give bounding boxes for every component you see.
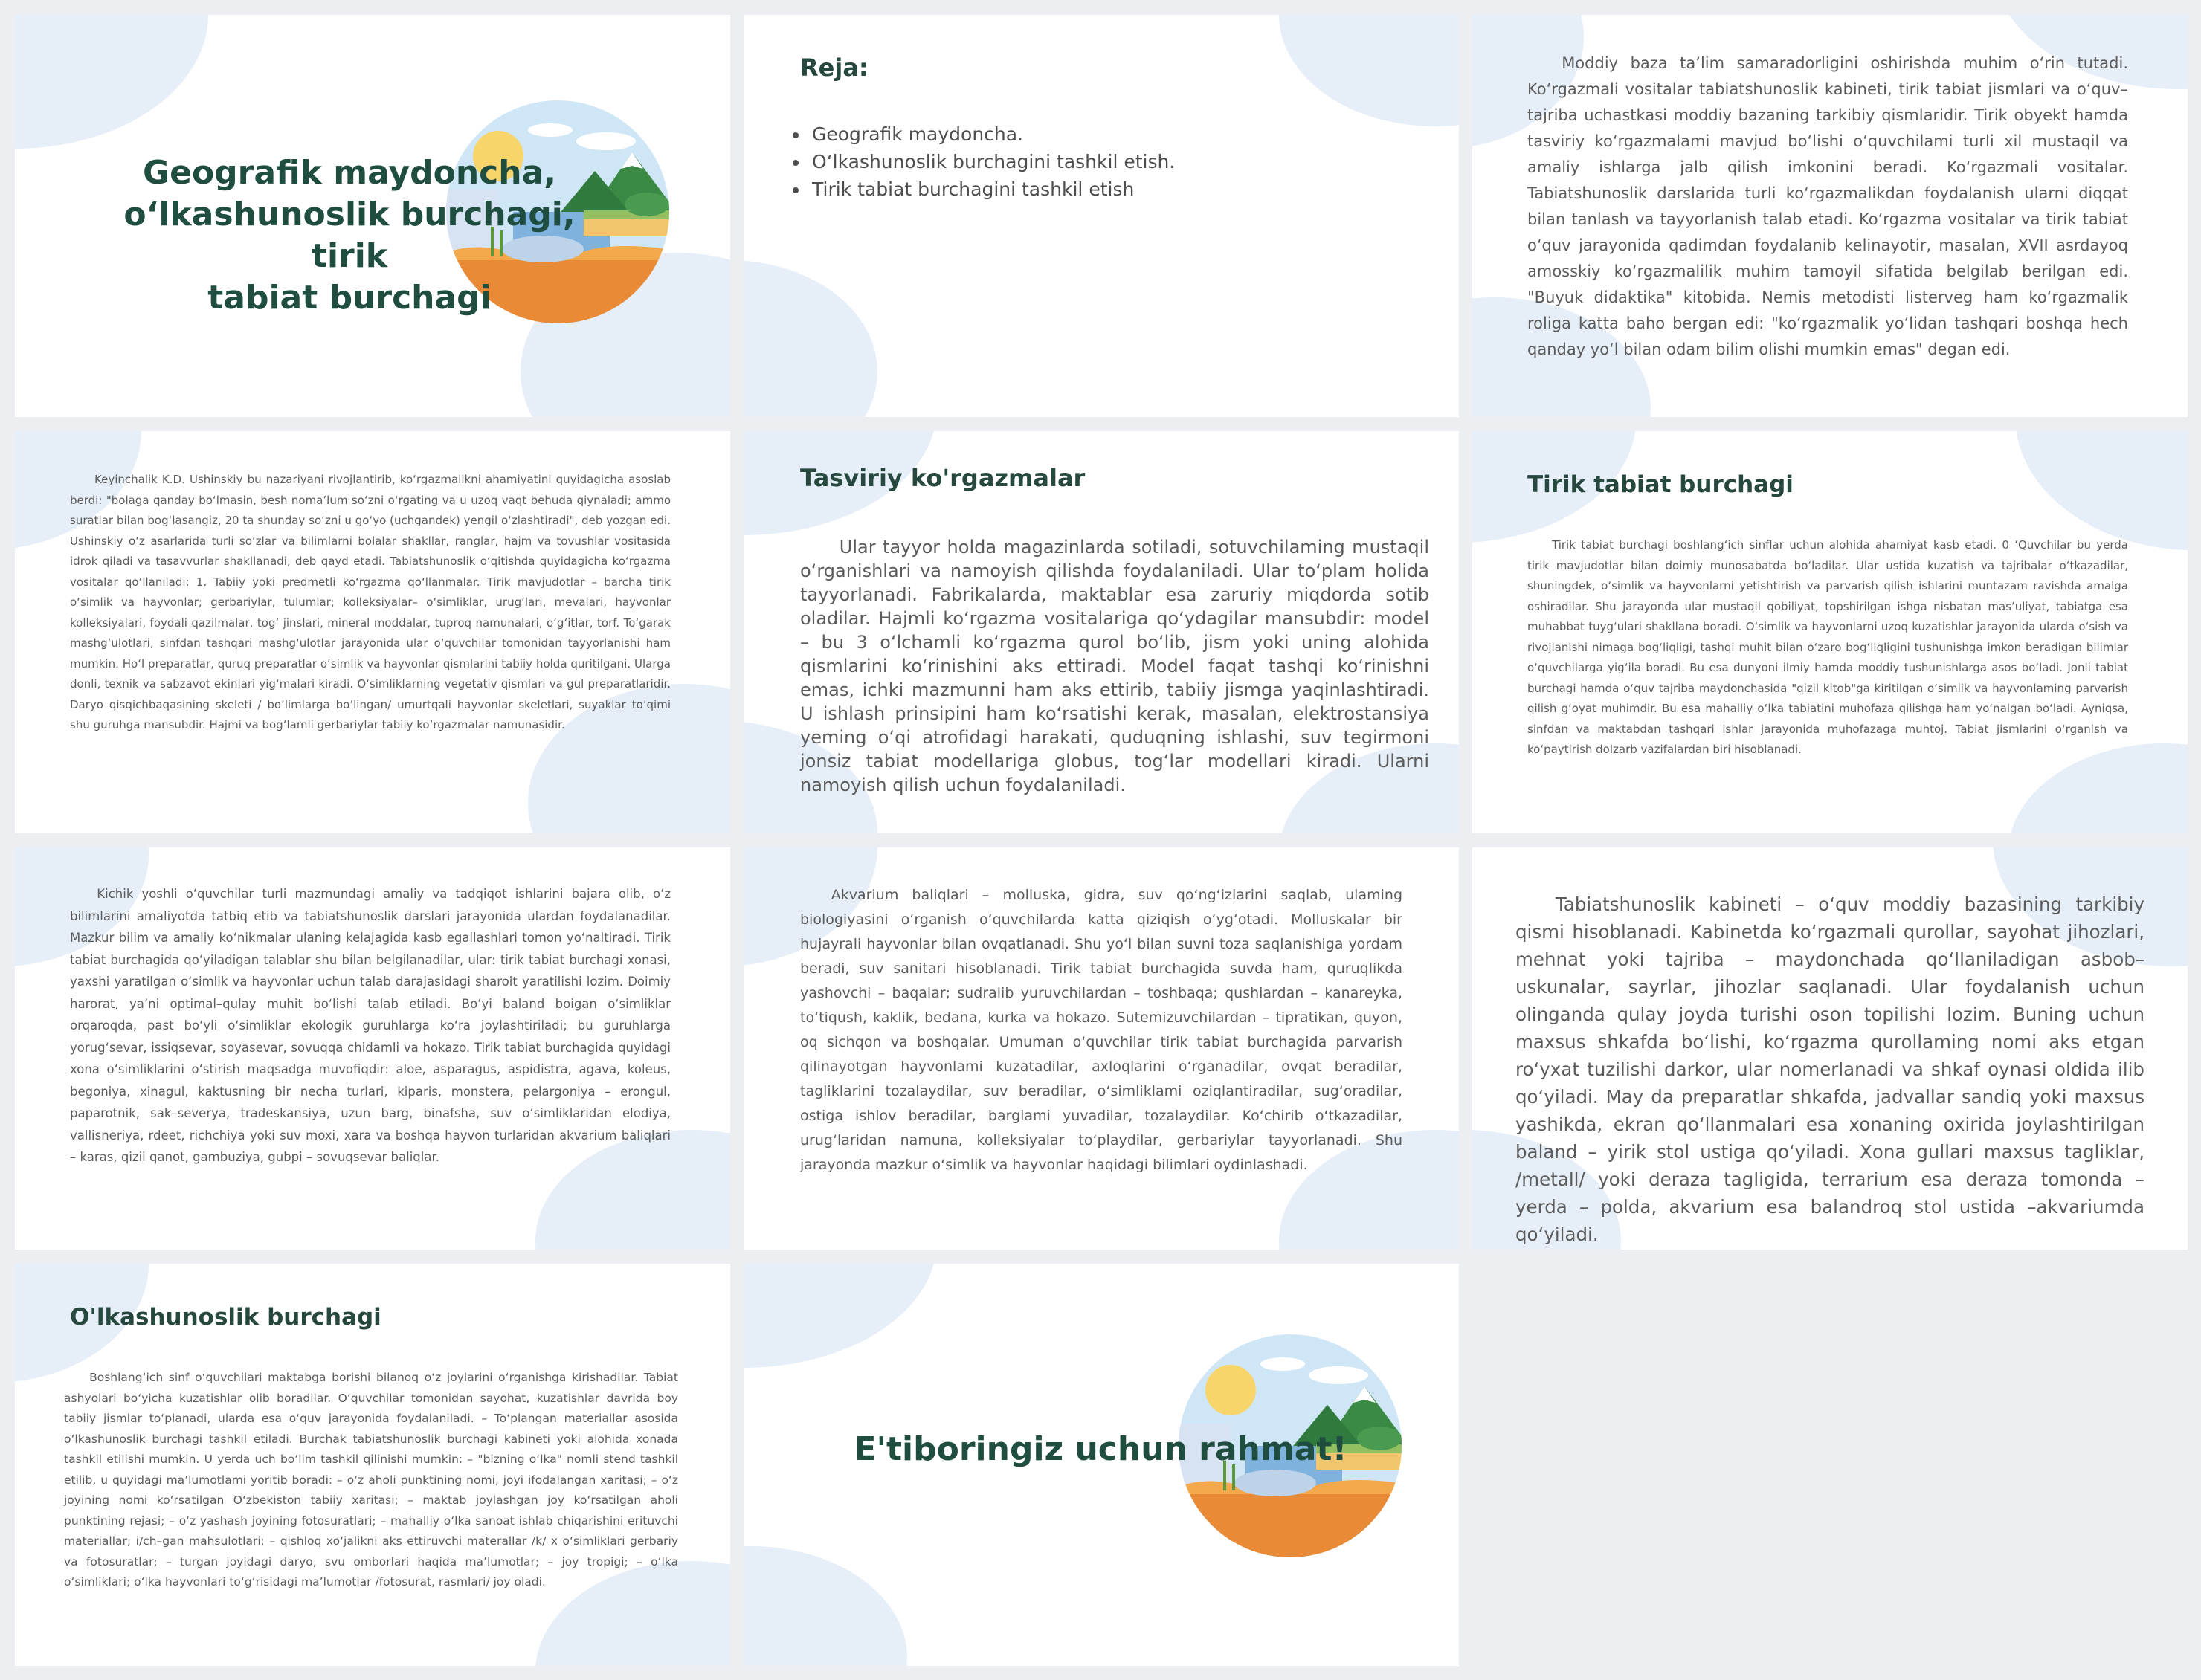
plan-item: • Geografik maydoncha. [809,120,1175,148]
plan-item: • Tirik tabiat burchagini tashkil etish [809,175,1175,203]
slide-body: Tabiatshunoslik kabineti – o‘quv moddiy bazasining tarkibiy qismi hisoblanadi. Kabinetda ko‘rgazmali qurollar, sayohat jihozlari, mehnat yoki tajriba – maydonchada qo‘llaniladigan asbob–uskunalar, sayrlar, jihozlar saqlanadi. Ular foydalanish uchun olinganda qulay joyda turishi oson topilishi lozim. Buning uchun maxsus shkafda bo‘lishi, ko‘rgazma qurollaming nomi aks etgan ro‘yxat tuzilishi darkor, ular nomerlanadi va shkaf oynasi oldida ilib qo‘yiladi. May da preparatlar shkafda, jadvallar sandiq yoki maxsus yashikda, ekran qo‘llanmalari esa xonaning oxirida joylashtirilgan baland – yirik stol ustiga qo‘yiladi. Xona gullari maxsus tagliklar, /metall/ yoki deraza tagligida, terrarium esa deraza tomonda – yerda – polda, akvarium esa balandroq stol ustida –akvariumda qo‘yiladi. [1515,894,2144,1245]
decor-blob [744,260,877,417]
slide-title-text [97,152,602,319]
decor-blob [744,1264,937,1368]
slide-body: Boshlang‘ich sinf o‘quvchilari maktabga borishi bilanoq o‘z joylarini o‘rganishga kirishadilar. Tabiat ashyolari bo‘yicha kuzatishlar olib boradilar. O‘quvchilar tomonidan sayohat, kuzatishlar davrida boy tabiiy jismlar to‘planadi, ularda esa o‘quv jarayonida foydalaniladi. – To‘plangan materiallar asosida o‘lkashunoslik burchagi tashkil etiladi. Burchak tabiatshunoslik burchagi kabineti yoki alohida xonada tashkil etilishi mumkin. U yerda uch bo‘lim tashkil qilinishi mumkin: – "bizning o‘lka" nomli stend tashkil etilib, u quyidagi ma’lumotlami yoritib boradi: – o‘z aholi punktining nomi, joyi ifodalangan xaritasi; – o‘z joyining nomi ko‘rsatilgan O‘zbekiston tabiiy xaritasi; – maktab joylashgan joy ko‘rsatilgan aholi punktining rejasi; – o‘z yashash joyining fotosuratlari; – mahalliy o‘lka sanoat ishlab chiqarishini erituvchi materiallar; i/ch–gan mahsulotlari; – qishloq xo‘jalikni aks ettiruvchi materallar /k/ x o‘simliklari gerbariy va fotosuratlar; – turgan joyidagi daryo, svu omborlari haqida ma’lumotlar; – joy tropigi; – o‘lka o‘simliklari; o‘lka hayvonlari to‘g‘risidagi ma’lumotlar /fotosurat, rasmlari/ joy oladi. [64,1371,678,1589]
slide-body: Kichik yoshli o‘quvchilar turli mazmundagi amaliy va tadqiqot ishlarini bajara olib, o‘z bilimlarini amaliyotda tatbiq etib va tabiatshunoslik darslari jarayonida ulardan foydalanadilar. Mazkur bilim va amaliy ko‘nikmalar ulaning kelajagida kasb egallashlari tomon yo‘naltiradi. Tirik tabiat burchagida qo‘yiladigan talablar shu bilan belgilanadilar, ular: tirik tabiat burchagi xonasi, yaxshi yaratilgan o‘simlik va hayvonlar uchun talab darajasidagi sharoit yaratilishi lozim. Doimiy harorat, ya’ni optimal–qulay muhit bo‘lishi talab etiladi. Bo‘yi baland boigan o‘simliklar orqaroqda, past bo‘yli o‘simliklar ekologik guruhlarga ko‘ra joylashtiriladi; bu guruhlarga yorug‘sevar, issiqsevar, soyasevar, sovuqqa chidamli va hokazo. Tirik tabiat burchagida quyidagi xona o‘simliklarini o‘stirish maqsadga muvofiqdir: aloe, asparagus, aspidistra, agava, koleus, begoniya, xinagul, kaktusning bir necha turlari, kiparis, monstera, pelargoniya – erongul, paparotnik, sak–severya, tradeskansiya, uzun barg, binafsha, suv o‘simliklaridan elodiya, vallisneriya, rdeet, richchiya yoki suv moxi, xara va boshqa hayvon turlaridan akvarium baliqlari – karas, qizil qanot, gambuziya, gubpi – sovuqsevar baliqlar. [70,887,671,1164]
slide-young-pupils [15,847,730,1250]
plan-item: • O‘lkashunoslik burchagini tashkil etish. [809,148,1175,175]
thanks-text: E'tiboringiz uchun rahmat! [854,1430,1347,1468]
decor-blob [1279,15,1459,126]
decor-blob [744,1546,907,1666]
slide-material-base [1472,15,2188,417]
slide-local-history [15,1264,730,1666]
slide-living-nature [1472,431,2188,833]
slide-aquarium [744,847,1459,1250]
slide-body: Akvarium baliqlari – molluska, gidra, suv qo‘ng‘izlarini saqlab, ulaming biologiyasini o‘rganish o‘quvchilarda katta qiziqish o‘yg‘otadi. Molluskalar bir hujayrali hayvonlar bilan ovqatlanadi. Shu yo‘l bilan suvni toza saqlanishiga yordam beradi, suv sanitari hisoblanadi. Tirik tabiat burchagida suvda ham, quruqlikda yashovchi – baqalar; sudralib yuruvchilardan – toshbaqa; qushlardan – kanareyka, to‘tiqush, kaklik, bedana, kurka va hokazo. Sutemizuvchilardan – tipratikan, quyon, oq sichqon va boshqalar. Umuman o‘quvchilar tirik tabiat burchagida parvarish qilinayotgan hayvonlami kuzatadilar, axloqlarini o‘rganadilar, ovqat beradilar, tagliklarini tozalaydilar, suv beradilar, o‘simliklami oziqlantiradilar, sug‘oradilar, ostiga ishlov beradilar, barglami yuvadilar, tozalaydilar. Ko‘chirib o‘tkazadilar, urug‘laridan namuna, kolleksiyalar to‘playdilar, gerbariylar tayyorlanadi. Shu jarayonda mazkur o‘simlik va hayvonlar haqidagi bilimlari oydinlashadi. [800,887,1402,1173]
title-line: tabiat burchagi [207,279,492,317]
slide-visual-aids [744,431,1459,833]
slide-plan [744,15,1459,417]
slide-title [15,15,730,417]
decor-blob [2015,431,2188,550]
slide-thanks [744,1264,1459,1666]
slide-body: Moddiy baza ta’lim samaradorligini oshirishda muhim o‘rin tutadi. Ko‘rgazmali vositalar tabiatshunoslik kabineti, tirik tabiat jismlari va o‘quv–tajriba uchastkasi moddiy bazaning tarkibiy qismlaridir. Tirik obyekt hamda tasviriy ko‘rgazmalami mavjud bo‘lishi o‘quvchilami turli xil mustaqil va amaliy ishlarga jalb qilish imkonini beradi. Ko‘rgazmali vositalar. Tabiatshunoslik darslarida turli ko‘rgazmalikdan foydalanish ularni diqqat bilan tanlash va tayyorlanish talab etadi. Ko‘rgazma vositalar va tirik tabiat o‘quv jarayonida qadimdan foydalanib kelinayotir, masalan, XVII asrdayoq amosskiy ko‘rgazmalilik muhim tamoyil sifatida belgilab berilgan edi. "Buyuk didaktika" kitobida. Nemis metodisti listerveg ham ko‘rgazmalik roliga katta baho bergan edi: "ko‘rgazmalik yo‘lidan tashqari boshqa hech qanday yo‘l bilan odam bilim olishi mumkin emas" degan edi. [1527,54,2128,358]
slide-heading: O'lkashunoslik burchagi [70,1304,381,1331]
slide-ushinskiy [15,431,730,833]
slide-heading: Tirik tabiat burchagi [1527,471,1794,498]
slide-heading: Tasviriy ko'rgazmalar [800,464,1086,492]
title-line: o‘lkashunoslik burchagi, tirik [123,196,576,275]
plan-list [782,120,1175,203]
slide-body: Keyinchalik K.D. Ushinskiy bu nazariyani rivojlantirib, ko‘rgazmalikni ahamiyatini quyidagicha asoslab berdi: "bolaga qanday bo‘lmasin, besh noma’lum so‘zni o‘rgating va u uzoq vaqt behuda qiynaladi; ammo suratlar bilan bog‘lasangiz, 20 ta shunday so‘zni u go‘yo (uchgandek) yengil o‘zlashtiradi", deb yozgan edi. Ushinskiy o‘z asarlarida turli so‘zlar va bilimlarni bolalar shakllar, ranglar, hajm va tovushlar vositasida idrok qiladi va tasavvurlar shakllanadi, deb qayd etadi. Tabiatshunoslik o‘qitishda quyidagicha ko‘rgazma vositalar qo‘llaniladi: 1. Tabiiy yoki predmetli ko‘rgazma qo‘llanmalar. Tirik mavjudotlar – barcha tirik o‘simlik va hayvonlar; gerbariylar, tulumlar; kolleksiyalar– o‘simliklar, urug‘lari, mevalari, hayvonlar kolleksiyalari, foydali qazilmalar, tog‘ jinslari, mineral moddalar, tuproq namunalari, o‘g‘itlar, torf. To‘garak mashg‘ulotlari, sinfdan tashqari mashg‘ulotlar jarayonida ular o‘quvchilar tomonidan tayyorlanishi ham mumkin. Ho‘l preparatlar, quruq preparatlar o‘simlik va hayvonlar qismlarini tabiiy holda quritilgani. Ularga donli, texnik va sabzavot ekinlari yig‘malari kiradi. O‘simliklarning vegetativ qismlari va gul preparatlaridir. Daryo qisqichbaqasining skeleti / bo‘limlarga bo‘lingan/ umurtqali hayvonlar skeletlari, suyaklar to‘qimi shu guruhga mansubdir. Hajmi va bog‘lamli gerbariylar tabiiy ko‘rgazmalar namunasidir. [70,473,671,731]
slide-body: Tirik tabiat burchagi boshlang‘ich sinflar uchun alohida ahamiyat kasb etadi. 0 ‘Quvchilar bu yerda tirik mavjudotlar bilan doimiy munosabatda bo‘ladilar. Ular ustida kuzatish va tajribalar o‘tkazadilar, shuningdek, o‘simlik va hayvonlarni yetishtirish va parvarish qilish ishlarini muntazam ravishda amalga oshiradilar. Shu jarayonda ular mustaqil qobiliyat, topshirilgan ishga nisbatan mas’uliyat, tabiatga esa muhabbat tuyg‘ulari shakllana boradi. O‘simlik va hayvonlarni uzoq kuzatishlar jarayonida ularda o‘sish va rivojlanishi nimaga bog‘liqligi, tashqi muhit bilan o‘zaro bog‘liqligini tushunishga imkon beradigan bilimlar o‘quvchilarga yig‘ila boradi. Bu esa dunyoni ilmiy hamda moddiy tushunishlarga asos bo‘ladi. Jonli tabiat burchagi hamda o‘quv tajriba maydonchasida "qizil kitob"ga kiritilgan o‘simlik va hayvonlaming parvarish qilish g‘oyat muhimdir. Bu esa mahalliy o‘lka tabiatini muhofaza qilishga ham yo‘nalgan bo‘ladi. Ayniqsa, sinfdan va maktabdan tashqari ishlar jarayonida muhofazaga muhtoj. Tabiat jismlarini o‘rganish va ko‘paytirish dolzarb vazifalardan biri hisoblanadi. [1527,538,2128,756]
slide-cabinet [1472,847,2188,1250]
decor-blob [15,15,208,149]
plan-heading: Reja: [800,54,869,82]
slide-body: Ular tayyor holda magazinlarda sotiladi, sotuvchilaming mustaqil o‘rganishlari va namoyish qilishda foydalaniladi. Ular to‘plam holida tayyorlanadi. Fabrikalarda, maktablar esa zaruriy miqdorda sotib oladilar. Hajmli ko‘rgazma vositalariga qo‘ydagilar mansubdir: model – bu 3 o‘lchamli ko‘rgazma qurol bo‘lib, jism yoki uning alohida qismlarini ko‘rinishini aks ettiradi. Model faqat tashqi ko‘rinishni emas, ichki mazmunni ham aks ettirib, tabiiy jismga yaqinlashtiradi. U ishlash prinsipini ham ko‘rsatishi kerak, masalan, elektrostansiya yeming o‘qi atrofidagi harakati, quduqning ishlashi, suv tegirmoni jonsiz tabiat modellariga globus, tog‘lar modellari kiradi. Ularni namoyish qilish uchun foydalaniladi. [800,537,1429,795]
title-line: Geografik maydoncha, [143,154,556,192]
